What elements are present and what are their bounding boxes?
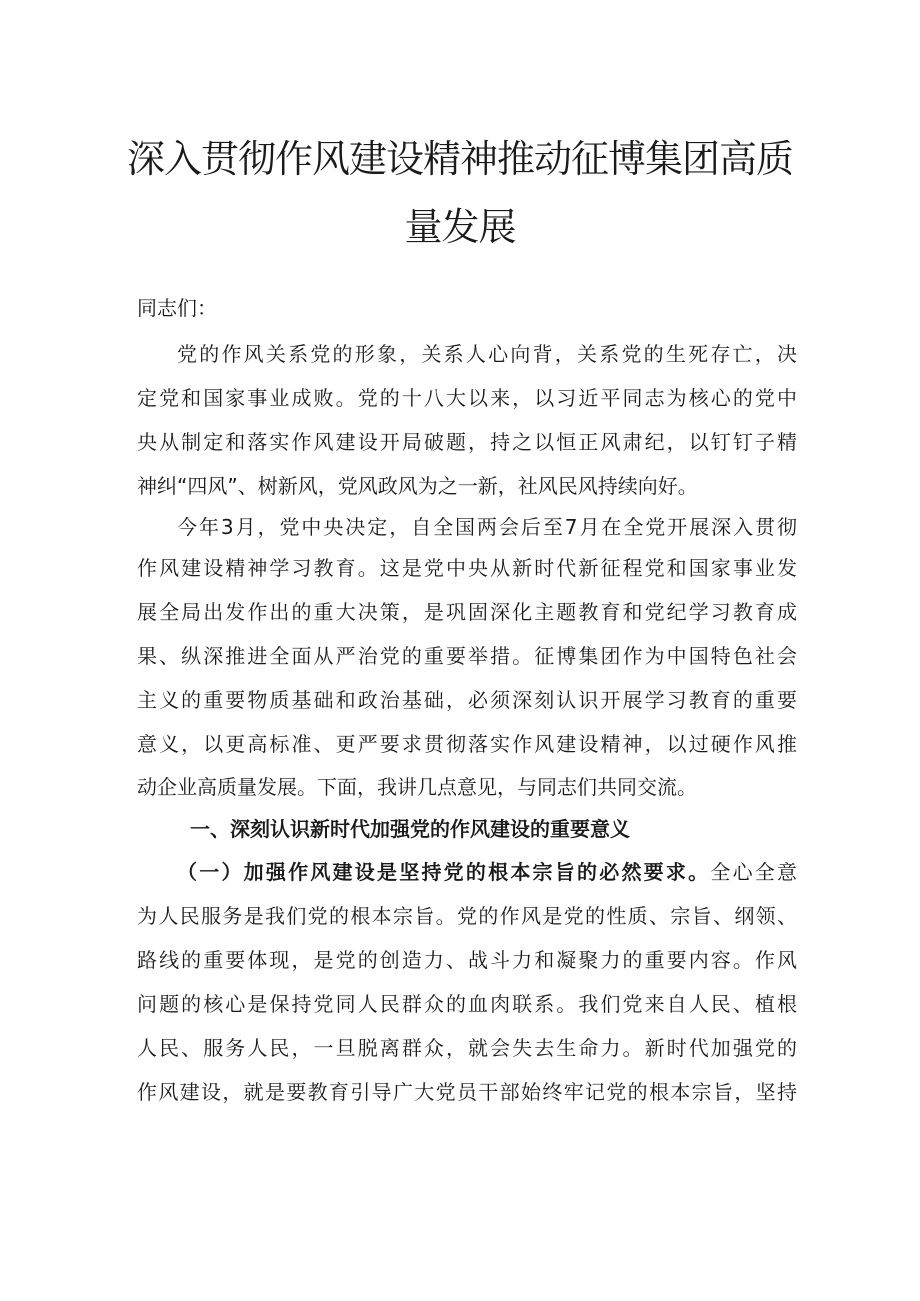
paragraph-2-line-2: 作风建设精神学习教育。这是党中央从新时代新征程党和国家事业发 <box>137 556 797 580</box>
paragraph-2-line-1: 今年3月，党中央决定，自全国两会后至7月在全党开展深入贯彻 <box>177 515 797 539</box>
paragraph-3-line-4: 问题的核心是保持党同人民群众的血肉联系。我们党来自人民、植根 <box>137 992 797 1016</box>
paragraph-1-line-2: 定党和国家事业成败。党的十八大以来，以习近平同志为核心的党中 <box>137 386 797 410</box>
paragraph-2-line-4: 果、纵深推进全面从严治党的重要举措。征博集团作为中国特色社会 <box>137 644 797 668</box>
paragraph-2-line-6: 意义，以更高标准、更严要求贯彻落实作风建设精神，以过硬作风推 <box>137 732 797 756</box>
salutation: 同志们： <box>137 296 217 320</box>
document-title-line-1: 深入贯彻作风建设精神推动征博集团高质 <box>126 137 793 181</box>
paragraph-3-line-6: 作风建设，就是要教育引导广大党员干部始终牢记党的根本宗旨，坚持 <box>137 1080 797 1104</box>
paragraph-3-lead: （一）加强作风建设是坚持党的根本宗旨的必然要求。 <box>177 860 711 884</box>
paragraph-2-line-3: 展全局出发作出的重大决策，是巩固深化主题教育和党纪学习教育成 <box>137 600 797 624</box>
paragraph-3-line-3: 路线的重要体现，是党的创造力、战斗力和凝聚力的重要内容。作风 <box>137 948 797 972</box>
paragraph-3-first-line-rest: 全心全意 <box>710 860 798 884</box>
paragraph-1-line-3: 央从制定和落实作风建设开局破题，持之以恒正风肃纪，以钉钉子精 <box>137 430 797 454</box>
paragraph-2-line-5: 主义的重要物质基础和政治基础，必须深刻认识开展学习教育的重要 <box>137 688 797 712</box>
paragraph-3-line-1 <box>177 857 797 887</box>
paragraph-3-line-2: 为人民服务是我们党的根本宗旨。党的作风是党的性质、宗旨、纲领、 <box>137 904 797 928</box>
document-title-line-2: 量发展 <box>404 205 516 249</box>
paragraph-1-line-1: 党的作风关系党的形象，关系人心向背，关系党的生死存亡，决 <box>177 342 797 366</box>
paragraph-1-line-4: 神纠“四风”、树新风，党风政风为之一新，社风民风持续向好。 <box>137 474 698 498</box>
section-1-heading: 一、深刻认识新时代加强党的作风建设的重要意义 <box>190 817 630 841</box>
paragraph-2-line-7: 动企业高质量发展。下面，我讲几点意见，与同志们共同交流。 <box>137 775 697 799</box>
paragraph-3-line-5: 人民、服务人民，一旦脱离群众，就会失去生命力。新时代加强党的 <box>137 1036 797 1060</box>
